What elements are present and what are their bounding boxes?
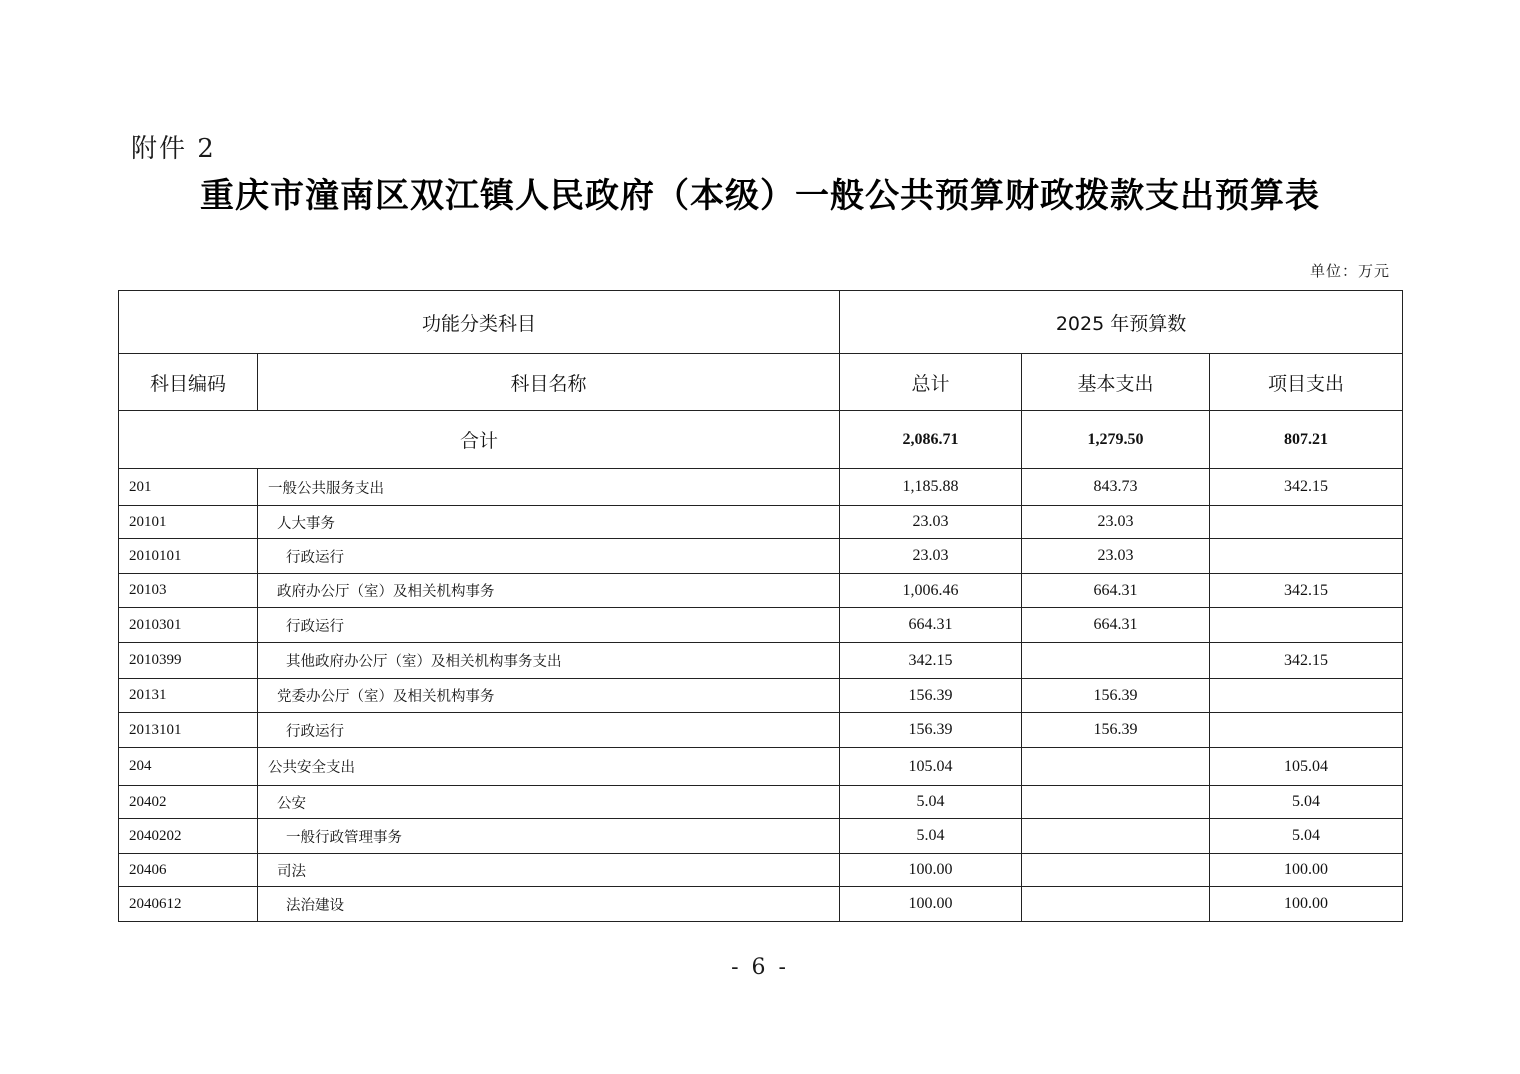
row-basic bbox=[1022, 854, 1210, 887]
table-row bbox=[119, 786, 1403, 819]
table-row bbox=[119, 469, 1403, 506]
row-total: 1,006.46 bbox=[840, 574, 1022, 608]
row-code: 2013101 bbox=[119, 713, 258, 748]
row-project: 5.04 bbox=[1210, 819, 1403, 854]
row-project: 5.04 bbox=[1210, 786, 1403, 819]
row-basic: 843.73 bbox=[1022, 469, 1210, 506]
row-name: 一般公共服务支出 bbox=[258, 469, 840, 506]
row-code: 2010101 bbox=[119, 539, 258, 574]
row-name: 公共安全支出 bbox=[258, 748, 840, 786]
row-name: 行政运行 bbox=[258, 539, 840, 574]
row-total: 5.04 bbox=[840, 819, 1022, 854]
header-name: 科目名称 bbox=[258, 354, 840, 411]
row-total: 342.15 bbox=[840, 643, 1022, 679]
row-total: 664.31 bbox=[840, 608, 1022, 643]
row-code: 2010399 bbox=[119, 643, 258, 679]
row-total: 100.00 bbox=[840, 854, 1022, 887]
row-name: 人大事务 bbox=[258, 506, 840, 539]
grand-total-value: 2,086.71 bbox=[840, 411, 1022, 469]
row-name: 政府办公厅（室）及相关机构事务 bbox=[258, 574, 840, 608]
row-code: 20101 bbox=[119, 506, 258, 539]
row-code: 2010301 bbox=[119, 608, 258, 643]
row-project bbox=[1210, 608, 1403, 643]
row-total: 23.03 bbox=[840, 539, 1022, 574]
row-project bbox=[1210, 713, 1403, 748]
row-basic: 156.39 bbox=[1022, 679, 1210, 713]
row-name: 其他政府办公厅（室）及相关机构事务支出 bbox=[258, 643, 840, 679]
row-total: 156.39 bbox=[840, 679, 1022, 713]
header-budget-year: 2025 年预算数 bbox=[840, 291, 1403, 354]
row-project: 342.15 bbox=[1210, 469, 1403, 506]
row-basic: 156.39 bbox=[1022, 713, 1210, 748]
table-row bbox=[119, 713, 1403, 748]
grand-total-basic: 1,279.50 bbox=[1022, 411, 1210, 469]
table-row bbox=[119, 679, 1403, 713]
page-title: 重庆市潼南区双江镇人民政府（本级）一般公共预算财政拨款支出预算表 bbox=[200, 176, 1320, 216]
table-row bbox=[119, 574, 1403, 608]
table-row bbox=[119, 854, 1403, 887]
row-basic bbox=[1022, 748, 1210, 786]
budget-table bbox=[118, 290, 1403, 922]
row-code: 2040202 bbox=[119, 819, 258, 854]
page-number: - 6 - bbox=[731, 955, 789, 980]
row-basic: 23.03 bbox=[1022, 539, 1210, 574]
row-basic bbox=[1022, 819, 1210, 854]
header-project: 项目支出 bbox=[1210, 354, 1403, 411]
row-basic: 23.03 bbox=[1022, 506, 1210, 539]
row-name: 行政运行 bbox=[258, 608, 840, 643]
row-basic: 664.31 bbox=[1022, 574, 1210, 608]
grand-total-project: 807.21 bbox=[1210, 411, 1403, 469]
row-code: 20402 bbox=[119, 786, 258, 819]
row-total: 5.04 bbox=[840, 786, 1022, 819]
row-name: 公安 bbox=[258, 786, 840, 819]
row-name: 党委办公厅（室）及相关机构事务 bbox=[258, 679, 840, 713]
table-row bbox=[119, 539, 1403, 574]
row-code: 2040612 bbox=[119, 887, 258, 922]
table-row bbox=[119, 887, 1403, 922]
row-basic: 664.31 bbox=[1022, 608, 1210, 643]
row-code: 201 bbox=[119, 469, 258, 506]
row-total: 105.04 bbox=[840, 748, 1022, 786]
grand-total-label: 合计 bbox=[119, 411, 840, 469]
row-basic bbox=[1022, 887, 1210, 922]
table-row bbox=[119, 819, 1403, 854]
row-name: 一般行政管理事务 bbox=[258, 819, 840, 854]
table-row bbox=[119, 608, 1403, 643]
grand-total-row bbox=[119, 411, 1403, 469]
header-row-columns bbox=[119, 354, 1403, 411]
row-project bbox=[1210, 679, 1403, 713]
row-project: 105.04 bbox=[1210, 748, 1403, 786]
row-code: 20406 bbox=[119, 854, 258, 887]
row-total: 156.39 bbox=[840, 713, 1022, 748]
row-basic bbox=[1022, 786, 1210, 819]
table-row bbox=[119, 748, 1403, 786]
row-project: 342.15 bbox=[1210, 574, 1403, 608]
table-row bbox=[119, 643, 1403, 679]
row-code: 20103 bbox=[119, 574, 258, 608]
header-row-group bbox=[119, 291, 1403, 354]
row-total: 23.03 bbox=[840, 506, 1022, 539]
row-project bbox=[1210, 506, 1403, 539]
row-total: 1,185.88 bbox=[840, 469, 1022, 506]
row-name: 司法 bbox=[258, 854, 840, 887]
table-row bbox=[119, 506, 1403, 539]
header-function-category: 功能分类科目 bbox=[119, 291, 840, 354]
row-total: 100.00 bbox=[840, 887, 1022, 922]
row-name: 法治建设 bbox=[258, 887, 840, 922]
row-code: 20131 bbox=[119, 679, 258, 713]
row-project: 100.00 bbox=[1210, 887, 1403, 922]
row-code: 204 bbox=[119, 748, 258, 786]
header-basic: 基本支出 bbox=[1022, 354, 1210, 411]
row-project bbox=[1210, 539, 1403, 574]
row-project: 342.15 bbox=[1210, 643, 1403, 679]
attachment-label: 附件 2 bbox=[131, 134, 216, 164]
row-project: 100.00 bbox=[1210, 854, 1403, 887]
row-basic bbox=[1022, 643, 1210, 679]
header-code: 科目编码 bbox=[119, 354, 258, 411]
unit-label: 单位：万元 bbox=[1309, 262, 1390, 280]
header-total: 总计 bbox=[840, 354, 1022, 411]
row-name: 行政运行 bbox=[258, 713, 840, 748]
